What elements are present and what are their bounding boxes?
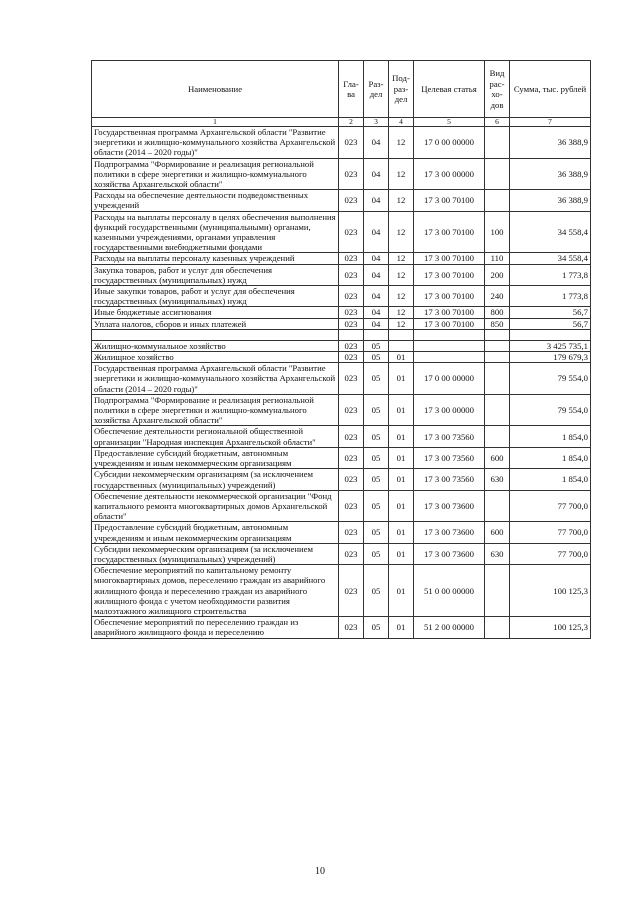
table-row [92, 127, 591, 159]
row-podrazdel-cell: 01 [389, 522, 414, 543]
row-sum-cell: 1 854,0 [510, 426, 591, 447]
row-razdel-cell: 04 [364, 264, 389, 285]
row-podrazdel-cell: 01 [389, 426, 414, 447]
row-name-cell [92, 329, 339, 340]
row-sum-cell: 1 773,8 [510, 286, 591, 307]
table-row [92, 264, 591, 285]
budget-table [91, 60, 591, 639]
row-podrazdel-cell: 01 [389, 394, 414, 426]
row-razdel-cell: 04 [364, 253, 389, 264]
table-row [92, 211, 591, 253]
row-sum-cell: 36 388,9 [510, 190, 591, 211]
row-vid-cell [485, 158, 510, 190]
row-sum-cell: 100 125,3 [510, 617, 591, 638]
row-article-cell: 17 3 00 73600 [414, 543, 485, 564]
row-sum-cell: 3 425 735,1 [510, 340, 591, 351]
row-sum-cell: 34 558,4 [510, 211, 591, 253]
row-razdel-cell: 04 [364, 211, 389, 253]
row-podrazdel-cell: 01 [389, 469, 414, 490]
row-razdel-cell: 05 [364, 522, 389, 543]
table-body [92, 127, 591, 639]
row-glava-cell: 023 [339, 286, 364, 307]
row-razdel-cell: 04 [364, 307, 389, 318]
row-razdel-cell: 05 [364, 617, 389, 638]
row-article-cell: 17 3 00 00000 [414, 394, 485, 426]
row-razdel-cell: 05 [364, 490, 389, 522]
row-name-cell: Расходы на обеспечение деятельности подведомственных учреждений [92, 190, 339, 211]
row-name-cell: Субсидии некоммерческим организациям (за исключением государственных (муниципальных) учреждений) [92, 543, 339, 564]
row-podrazdel-cell: 12 [389, 190, 414, 211]
row-article-cell: 17 3 00 70100 [414, 190, 485, 211]
header-article: Целевая статья [414, 61, 485, 118]
row-podrazdel-cell: 12 [389, 253, 414, 264]
row-article-cell: 51 2 00 00000 [414, 617, 485, 638]
row-name-cell: Предоставление субсидий бюджетным, автономным учреждениям и иным некоммерческим организациям [92, 447, 339, 468]
row-vid-cell [485, 617, 510, 638]
table-row [92, 363, 591, 395]
row-razdel-cell: 05 [364, 469, 389, 490]
page-number: 10 [315, 866, 325, 877]
column-numbers-row [92, 118, 591, 127]
row-name-cell: Иные бюджетные ассигнования [92, 307, 339, 318]
table-row [92, 469, 591, 490]
row-vid-cell [485, 329, 510, 340]
table-row [92, 190, 591, 211]
header-podrazdel: Под-раз-дел [389, 61, 414, 118]
row-vid-cell: 600 [485, 447, 510, 468]
table-row [92, 565, 591, 617]
row-article-cell: 17 0 00 00000 [414, 363, 485, 395]
row-glava-cell: 023 [339, 127, 364, 159]
row-podrazdel-cell: 12 [389, 158, 414, 190]
row-sum-cell: 36 388,9 [510, 127, 591, 159]
header-row [92, 61, 591, 118]
row-razdel-cell: 04 [364, 127, 389, 159]
row-razdel-cell: 05 [364, 363, 389, 395]
column-number: 3 [364, 118, 389, 127]
table-row [92, 318, 591, 329]
row-podrazdel-cell: 01 [389, 617, 414, 638]
row-vid-cell [485, 127, 510, 159]
row-article-cell: 17 3 00 73600 [414, 490, 485, 522]
row-podrazdel-cell: 01 [389, 565, 414, 617]
row-glava-cell: 023 [339, 469, 364, 490]
row-glava-cell: 023 [339, 307, 364, 318]
row-name-cell: Государственная программа Архангельской области "Развитие энергетики и жилищно-коммунального хозяйства Архангельской области (2014 – 2020 годы)" [92, 363, 339, 395]
row-glava-cell: 023 [339, 264, 364, 285]
row-glava-cell: 023 [339, 426, 364, 447]
row-podrazdel-cell: 01 [389, 543, 414, 564]
row-article-cell: 17 3 00 70100 [414, 307, 485, 318]
row-name-cell: Обеспечение мероприятий по переселению граждан из аварийного жилищного фонда и переселению [92, 617, 339, 638]
header-vid: Вид рас-хо-дов [485, 61, 510, 118]
row-sum-cell [510, 329, 591, 340]
table-row [92, 522, 591, 543]
row-sum-cell: 1 854,0 [510, 469, 591, 490]
row-name-cell: Государственная программа Архангельской области "Развитие энергетики и жилищно-коммунального хозяйства Архангельской области (2014 – 2020 годы)" [92, 127, 339, 159]
row-glava-cell: 023 [339, 394, 364, 426]
row-podrazdel-cell: 12 [389, 127, 414, 159]
row-sum-cell: 77 700,0 [510, 543, 591, 564]
row-sum-cell: 36 388,9 [510, 158, 591, 190]
row-razdel-cell: 05 [364, 352, 389, 363]
table-row [92, 158, 591, 190]
row-vid-cell: 630 [485, 469, 510, 490]
row-glava-cell: 023 [339, 352, 364, 363]
row-podrazdel-cell: 12 [389, 318, 414, 329]
column-number: 7 [510, 118, 591, 127]
row-razdel-cell: 05 [364, 447, 389, 468]
row-vid-cell [485, 426, 510, 447]
row-sum-cell: 1 854,0 [510, 447, 591, 468]
row-article-cell: 17 3 00 70100 [414, 211, 485, 253]
row-glava-cell: 023 [339, 340, 364, 351]
row-vid-cell: 110 [485, 253, 510, 264]
table-row [92, 490, 591, 522]
row-name-cell: Обеспечение мероприятий по капитальному ремонту многоквартирных домов, переселению граждан из аварийного жилищного фонда и переселению граждан из аварийного жилищного фонда с учетом необходимости развития малоэтажного жилищного строительства [92, 565, 339, 617]
row-glava-cell: 023 [339, 490, 364, 522]
row-glava-cell: 023 [339, 211, 364, 253]
row-name-cell: Подпрограмма "Формирование и реализация региональной политики в сфере энергетики и жилищно-коммунального хозяйства Архангельской области" [92, 394, 339, 426]
row-sum-cell: 56,7 [510, 307, 591, 318]
row-vid-cell: 800 [485, 307, 510, 318]
column-number: 1 [92, 118, 339, 127]
column-number: 6 [485, 118, 510, 127]
row-article-cell: 17 3 00 70100 [414, 318, 485, 329]
row-glava-cell: 023 [339, 543, 364, 564]
row-sum-cell: 179 679,3 [510, 352, 591, 363]
row-glava-cell: 023 [339, 253, 364, 264]
row-name-cell: Уплата налогов, сборов и иных платежей [92, 318, 339, 329]
row-podrazdel-cell: 12 [389, 264, 414, 285]
row-vid-cell: 200 [485, 264, 510, 285]
row-glava-cell: 023 [339, 617, 364, 638]
row-vid-cell [485, 352, 510, 363]
row-article-cell [414, 329, 485, 340]
row-razdel-cell: 05 [364, 340, 389, 351]
row-article-cell: 17 0 00 00000 [414, 127, 485, 159]
table-row [92, 617, 591, 638]
row-podrazdel-cell: 01 [389, 363, 414, 395]
row-name-cell: Закупка товаров, работ и услуг для обеспечения государственных (муниципальных) нужд [92, 264, 339, 285]
header-razdel: Раз-дел [364, 61, 389, 118]
table-row [92, 253, 591, 264]
row-article-cell: 17 3 00 70100 [414, 264, 485, 285]
row-name-cell: Жилищное хозяйство [92, 352, 339, 363]
table-row [92, 286, 591, 307]
row-podrazdel-cell: 12 [389, 307, 414, 318]
row-sum-cell: 79 554,0 [510, 363, 591, 395]
row-vid-cell: 240 [485, 286, 510, 307]
row-razdel-cell: 05 [364, 543, 389, 564]
header-sum: Сумма, тыс. рублей [510, 61, 591, 118]
row-glava-cell: 023 [339, 318, 364, 329]
table-row [92, 543, 591, 564]
row-vid-cell [485, 363, 510, 395]
row-razdel-cell: 04 [364, 190, 389, 211]
row-podrazdel-cell: 12 [389, 286, 414, 307]
row-glava-cell: 023 [339, 565, 364, 617]
row-article-cell: 17 3 00 73600 [414, 522, 485, 543]
row-article-cell: 17 3 00 70100 [414, 286, 485, 307]
table-row [92, 447, 591, 468]
row-razdel-cell: 04 [364, 158, 389, 190]
column-number: 4 [389, 118, 414, 127]
row-name-cell: Обеспечение деятельности некоммерческой организации "Фонд капитального ремонта многоквартирных домов Архангельской области" [92, 490, 339, 522]
row-sum-cell: 77 700,0 [510, 490, 591, 522]
row-sum-cell: 79 554,0 [510, 394, 591, 426]
row-name-cell: Подпрограмма "Формирование и реализация региональной политики в сфере энергетики и жилищно-коммунального хозяйства Архангельской области" [92, 158, 339, 190]
row-vid-cell: 600 [485, 522, 510, 543]
row-podrazdel-cell: 01 [389, 490, 414, 522]
row-sum-cell: 100 125,3 [510, 565, 591, 617]
row-vid-cell: 100 [485, 211, 510, 253]
column-number: 5 [414, 118, 485, 127]
row-vid-cell [485, 490, 510, 522]
row-podrazdel-cell: 01 [389, 352, 414, 363]
row-razdel-cell: 05 [364, 426, 389, 447]
table-row [92, 329, 591, 340]
row-vid-cell: 630 [485, 543, 510, 564]
row-vid-cell: 850 [485, 318, 510, 329]
row-vid-cell [485, 565, 510, 617]
row-article-cell: 17 3 00 73560 [414, 447, 485, 468]
row-vid-cell [485, 190, 510, 211]
row-name-cell: Расходы на выплаты персоналу в целях обеспечения выполнения функций государственными (муниципальными) органами, казенными учреждениями, органами управления государственными внебюджетными фондами [92, 211, 339, 253]
row-razdel-cell: 04 [364, 286, 389, 307]
row-article-cell: 17 3 00 73560 [414, 469, 485, 490]
row-sum-cell: 34 558,4 [510, 253, 591, 264]
row-glava-cell: 023 [339, 363, 364, 395]
row-name-cell: Обеспечение деятельности региональной общественной организации "Народная инспекция Архангельской области" [92, 426, 339, 447]
row-name-cell: Предоставление субсидий бюджетным, автономным учреждениям и иным некоммерческим организациям [92, 522, 339, 543]
header-name: Наименование [92, 61, 339, 118]
row-article-cell: 17 3 00 00000 [414, 158, 485, 190]
row-podrazdel-cell: 12 [389, 211, 414, 253]
row-name-cell: Расходы на выплаты персоналу казенных учреждений [92, 253, 339, 264]
table-row [92, 307, 591, 318]
row-glava-cell: 023 [339, 158, 364, 190]
row-article-cell: 51 0 00 00000 [414, 565, 485, 617]
row-glava-cell: 023 [339, 522, 364, 543]
row-sum-cell: 1 773,8 [510, 264, 591, 285]
row-razdel-cell: 05 [364, 565, 389, 617]
row-podrazdel-cell [389, 329, 414, 340]
row-razdel-cell: 05 [364, 394, 389, 426]
row-name-cell: Иные закупки товаров, работ и услуг для обеспечения государственных (муниципальных) нужд [92, 286, 339, 307]
row-podrazdel-cell: 01 [389, 447, 414, 468]
row-razdel-cell: 04 [364, 318, 389, 329]
row-glava-cell: 023 [339, 447, 364, 468]
row-vid-cell [485, 340, 510, 351]
table-row [92, 394, 591, 426]
row-name-cell: Жилищно-коммунальное хозяйство [92, 340, 339, 351]
table-row [92, 426, 591, 447]
row-sum-cell: 56,7 [510, 318, 591, 329]
row-sum-cell: 77 700,0 [510, 522, 591, 543]
row-article-cell [414, 352, 485, 363]
column-number: 2 [339, 118, 364, 127]
header-glava: Гла-ва [339, 61, 364, 118]
row-article-cell [414, 340, 485, 351]
table-row [92, 352, 591, 363]
row-name-cell: Субсидии некоммерческим организациям (за исключением государственных (муниципальных) учреждений) [92, 469, 339, 490]
row-article-cell: 17 3 00 73560 [414, 426, 485, 447]
row-vid-cell [485, 394, 510, 426]
row-glava-cell: 023 [339, 190, 364, 211]
row-razdel-cell [364, 329, 389, 340]
row-glava-cell [339, 329, 364, 340]
row-article-cell: 17 3 00 70100 [414, 253, 485, 264]
row-podrazdel-cell [389, 340, 414, 351]
table-row [92, 340, 591, 351]
